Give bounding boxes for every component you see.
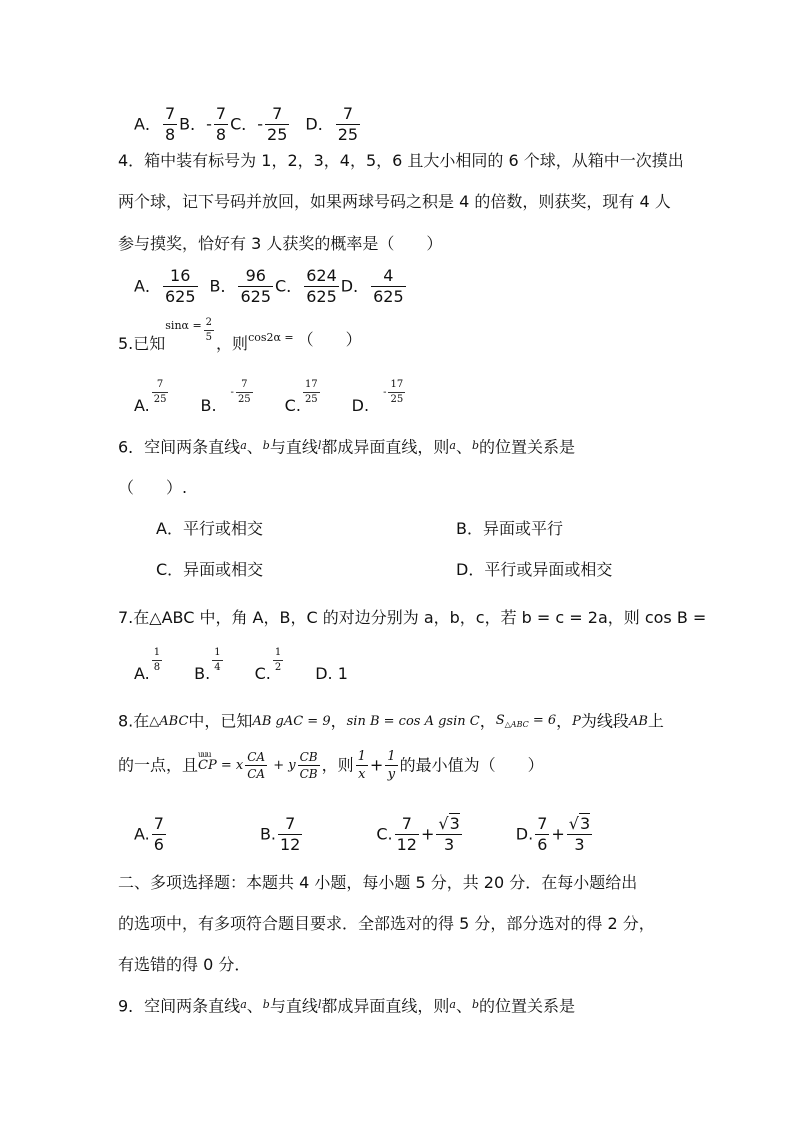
q4-option-a-label: A． bbox=[134, 276, 161, 296]
q3-option-b-label: B．- bbox=[179, 114, 212, 134]
q5-option-a-fraction: $\frac{7}{25}$ bbox=[153, 379, 167, 405]
q6-var-b: b bbox=[262, 439, 270, 452]
q7-option-c-fraction: $\frac{1}{2}$ bbox=[274, 647, 282, 673]
q6-option-d: D．平行或异面或相交 bbox=[456, 560, 613, 579]
q8-option-d-fraction-1: $\frac{7}{6}$ bbox=[537, 814, 548, 854]
q4-option-c-fraction: $\frac{624}{625}$ bbox=[306, 266, 337, 306]
q8-option-d-fraction-2: $\frac{√3}{3}$ bbox=[568, 814, 591, 854]
q4-option-b-label: B． bbox=[209, 276, 237, 296]
q5-option-d-fraction: $\frac{17}{25}$ bbox=[390, 379, 404, 405]
q5-stem bbox=[118, 318, 362, 352]
q8-stem-line-2: 的一点，且 uuu CP = x $\frac{CA}{CA}$ + y $\frac{CB}{CB}$ ，则 $\frac{1}{x}$ + $\frac{1}{y}$ 的最小值为（ ） bbox=[118, 749, 544, 782]
q3-option-a-label: A． bbox=[134, 114, 161, 134]
q4-option-d-fraction: $\frac{4}{625}$ bbox=[373, 266, 404, 306]
q8-sine-relation: sin B = cos A gsin C bbox=[346, 714, 480, 729]
section-2-line-3: 有选错的得 0 分． bbox=[118, 955, 251, 974]
q7-option-b-label: B. bbox=[194, 664, 211, 683]
q8-inverse-y: $\frac{1}{y}$ bbox=[387, 749, 396, 782]
q6-var-a: a bbox=[240, 439, 247, 452]
q8-dot-product: AB gAC = 9 bbox=[252, 714, 331, 729]
q6-option-a: A．平行或相交 bbox=[156, 519, 263, 538]
q8-option-a-label: A. bbox=[134, 824, 150, 844]
q5-cos-label: cos2α = bbox=[248, 331, 294, 344]
q8-option-c-label: C. bbox=[376, 824, 393, 844]
q3-option-a-fraction: $\frac{7}{8}$ bbox=[164, 104, 176, 144]
q8-area: $S_{\triangle ABC} = 6$ bbox=[495, 713, 557, 729]
q9-var-a: a bbox=[240, 998, 247, 1011]
q5-option-d-label: D. bbox=[351, 396, 370, 415]
q7-option-c-label: C. bbox=[254, 664, 271, 683]
q4-line-2: 两个球，记下号码并放回，如果两球号码之积是 4 的倍数，则获奖，现有 4 人 bbox=[118, 192, 671, 211]
q9-stem: 9．空间两条直线a、b与直线l都成异面直线，则a、b的位置关系是 bbox=[118, 996, 576, 1016]
q5-options: A. $\frac{7}{25}$ B.- $\frac{7}{25}$ C. $\frac{17}{25}$ D.- $\frac{17}{25}$ bbox=[134, 379, 404, 415]
q6-stem: 6．空间两条直线a、b与直线l都成异面直线，则a、b的位置关系是 bbox=[118, 437, 576, 457]
q8-point-p: P bbox=[572, 714, 581, 729]
q5-mid: ，则 bbox=[216, 334, 249, 353]
q4-options bbox=[134, 268, 408, 305]
q8-segment-ab: AB bbox=[628, 714, 648, 729]
section-2-line-2: 的选项中，有多项符合题目要求．全部选对的得 5 分，部分选对的得 2 分， bbox=[118, 914, 655, 933]
q8-option-b-label: B. bbox=[259, 824, 276, 844]
q5-option-c-fraction: $\frac{17}{25}$ bbox=[304, 379, 318, 405]
q4-line-3: 参与摸奖，恰好有 3 人获奖的概率是（ ） bbox=[118, 234, 443, 253]
q4-option-a-fraction: $\frac{16}{625}$ bbox=[164, 266, 196, 306]
q7-option-a-label: A. bbox=[134, 664, 150, 683]
q8-option-c-fraction-2: $\frac{√3}{3}$ bbox=[438, 814, 460, 854]
q3-options bbox=[134, 106, 362, 143]
q7-stem: 7.在△ABC 中，角 A，B，C 的对边分别为 a，b，c，若 b = c = 2a，则 cos B = bbox=[118, 608, 707, 627]
q8-stem-line-1: 8.在△ABC中，已知AB gAC = 9，sin B = cos A gsin C，$S_{\triangle ABC} = 6$，P为线段AB上 bbox=[118, 711, 664, 731]
q7-option-b-fraction: $\frac{1}{4}$ bbox=[214, 647, 221, 673]
q7-option-d: D. 1 bbox=[315, 664, 348, 683]
q4-option-c-label: C． bbox=[275, 276, 303, 296]
q5-prefix: 5.已知 bbox=[118, 334, 166, 353]
q8-unit-vector-cb: $\frac{CB}{CB}$ bbox=[299, 750, 318, 781]
q8-option-c-fraction-1: $\frac{7}{12}$ bbox=[396, 814, 417, 854]
q6-option-b: B．异面或平行 bbox=[456, 519, 563, 538]
q9-var-l: l bbox=[317, 998, 322, 1011]
q7-options bbox=[134, 648, 348, 682]
q8-option-a-fraction: $\frac{7}{6}$ bbox=[153, 814, 164, 854]
q5-option-b-fraction: $\frac{7}{25}$ bbox=[237, 379, 251, 405]
q9-var-b: b bbox=[262, 998, 270, 1011]
q5-option-c-label: C. bbox=[284, 396, 301, 415]
q5-sin-fraction: $\frac{2}{5}$ bbox=[205, 317, 213, 343]
q8-option-d-label: D. bbox=[515, 824, 534, 844]
q3-option-c-fraction: $\frac{7}{25}$ bbox=[267, 104, 288, 144]
q5-sin-label: sinα = bbox=[165, 319, 202, 332]
section-2-line-1: 二、多项选择题：本题共 4 小题，每小题 5 分，共 20 分．在每小题给出 bbox=[118, 873, 638, 892]
q6-var-l: l bbox=[317, 439, 322, 452]
q8-inverse-x: $\frac{1}{x}$ bbox=[357, 749, 366, 782]
q7-option-a-fraction: $\frac{1}{8}$ bbox=[153, 647, 161, 673]
q8-vector-cp: uuu CP = x bbox=[198, 750, 244, 773]
q6-option-c: C．异面或相交 bbox=[156, 560, 264, 579]
q5-paren: （ ） bbox=[297, 330, 362, 349]
q8-options: A. $\frac{7}{6}$ B. $\frac{7}{12}$ C. $\frac{7}{12}$ + $\frac{√3}{3}$ D. $\frac{7}{6}$ + $\frac{√3}{3}$ bbox=[134, 814, 591, 854]
q8-triangle: △ABC bbox=[149, 714, 189, 729]
q4-option-d-label: D． bbox=[340, 276, 370, 296]
q4-line-1: 4．箱中装有标号为 1，2，3，4，5，6 且大小相同的 6 个球，从箱中一次摸出 bbox=[118, 151, 684, 170]
q8-option-b-fraction: $\frac{7}{12}$ bbox=[280, 814, 301, 854]
q4-option-b-fraction: $\frac{96}{625}$ bbox=[240, 266, 272, 306]
q3-option-c-label: C．- bbox=[230, 114, 264, 134]
q5-option-a-label: A. bbox=[134, 396, 150, 415]
q3-option-d-label: D． bbox=[305, 114, 334, 134]
q3-option-b-fraction: $\frac{7}{8}$ bbox=[215, 104, 227, 144]
q6-paren: （ ）. bbox=[118, 478, 188, 497]
q8-unit-vector-ca: $\frac{CA}{CA}$ bbox=[247, 750, 266, 781]
q3-option-d-fraction: $\frac{7}{25}$ bbox=[337, 104, 359, 144]
q5-option-b-label: B. bbox=[200, 396, 217, 415]
